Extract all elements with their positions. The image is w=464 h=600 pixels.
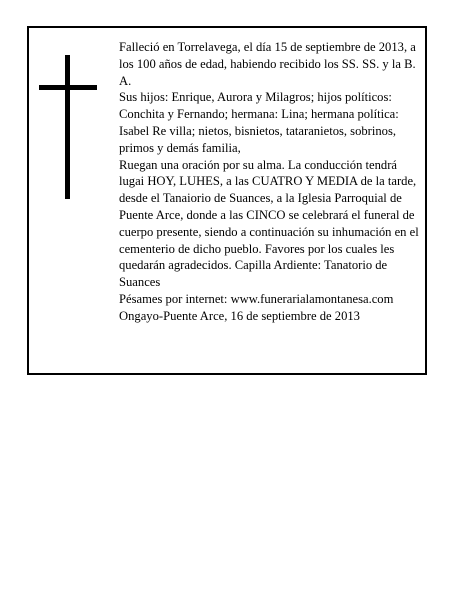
notice-text — [119, 39, 424, 325]
funeral-details: Ruegan una oración por su alma. La conducción tendrá lugai HOY, LUHES, a las CUATRO Y MEDIA de la tarde, desde el Tanaiorio de Suances, a la Iglesia Parroquial de Puente Arce, donde a las CINCO se celebrará el funeral de cuerpo presente, siendo a continuación su inhumación en el cementerio de dicho pueblo. Favores por los cuales les quedarán agradecidos. Capilla Ardiente: Tanatorio de Suances — [119, 157, 419, 290]
place-date-line: Ongayo-Puente Arce, 16 de septiembre de 2013 — [119, 308, 360, 323]
condolences-website: Pésames por internet: www.funerarialamontanesa.com — [119, 291, 394, 306]
latin-cross-icon — [39, 55, 97, 199]
cross-horizontal-bar — [39, 85, 97, 90]
death-announcement: Falleció en Torrelavega, el día 15 de septiembre de 2013, a los 100 años de edad, habiendo recibido los SS. SS. y la B. A. — [119, 40, 416, 88]
family-list: Sus hijos: Enrique, Aurora y Milagros; hijos políticos: Conchita y Fernando; hermana: Lina; hermana política: Isabel Re villa; nietos, bisnietos, tataranietos, sobrinos, primos y demás familia, — [119, 90, 399, 155]
obituary-notice — [27, 26, 427, 375]
cross-vertical-bar — [65, 55, 70, 199]
